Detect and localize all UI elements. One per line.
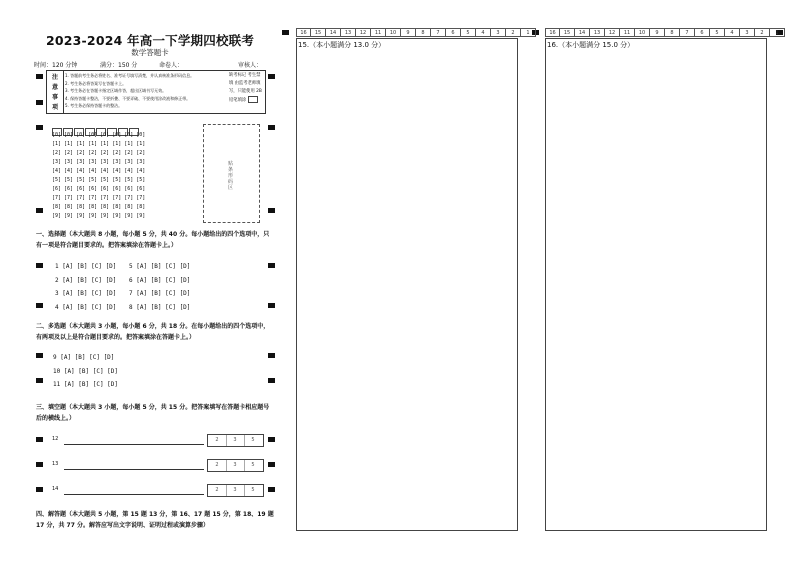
timing-mark — [36, 462, 43, 467]
timing-mark — [268, 437, 275, 442]
mc-question-4[interactable]: 4 [A] [B] [C] [D] — [55, 304, 117, 311]
timing-mark — [36, 303, 43, 308]
notice-label: 注 意 事 项 — [51, 74, 58, 111]
mc-question-7[interactable]: 7 [A] [B] [C] [D] — [129, 290, 191, 297]
fill-answer-line[interactable] — [64, 444, 204, 445]
timing-mark — [36, 74, 43, 79]
timing-mark — [36, 125, 43, 130]
multi-question-10[interactable]: 10 [A] [B] [C] [D] — [53, 368, 119, 375]
scale-cell[interactable]: 15 — [311, 28, 326, 37]
scale-cell[interactable]: 4 — [725, 28, 740, 37]
full-score: 满分：150 分 — [100, 62, 138, 69]
scale-cell[interactable]: 1 — [521, 28, 536, 37]
fill-score-box — [207, 434, 264, 447]
score-cell[interactable]: 5 — [251, 487, 255, 493]
timing-mark — [268, 378, 275, 383]
answer-panel-16[interactable] — [545, 38, 767, 531]
scale-cell[interactable]: 12 — [356, 28, 371, 37]
id-bubble-row[interactable]: [4] [4] [4] [4] [4] [4] [4] [4] — [52, 168, 146, 174]
timing-mark — [268, 125, 275, 130]
score-cell[interactable]: 5 — [251, 437, 255, 443]
fill-question-number: 12 — [52, 436, 59, 442]
multi-question-11[interactable]: 11 [A] [B] [C] [D] — [53, 381, 119, 388]
score-cell[interactable]: 3 — [226, 460, 245, 471]
scale-cell[interactable]: 7 — [431, 28, 446, 37]
scale-cell[interactable]: 10 — [386, 28, 401, 37]
mc-question-3[interactable]: 3 [A] [B] [C] [D] — [55, 290, 117, 297]
reviewer: 审核人： — [238, 62, 263, 69]
mc-question-1[interactable]: 1 [A] [B] [C] [D] — [55, 263, 117, 270]
question-15-heading: 15.（本小题满分 13.0 分） — [298, 41, 386, 49]
scale-cell[interactable]: 14 — [575, 28, 590, 37]
section-4-heading: 四、解答题（本大题共 5 小题，第 15 题 13 分，第 16、17 题 15 分，第 18、19 题 17 分，共 77 分。解答应写出文字说明、证明过程或演算步骤） — [36, 511, 274, 529]
scale-cell[interactable]: 8 — [665, 28, 680, 37]
scale-cell[interactable]: 2 — [755, 28, 770, 37]
scale-cell[interactable]: 14 — [326, 28, 341, 37]
id-bubble-row[interactable]: [9] [9] [9] [9] [9] [9] [9] [9] — [52, 213, 146, 219]
scale-cell[interactable]: 3 — [740, 28, 755, 37]
scale-cell[interactable]: 9 — [401, 28, 416, 37]
timing-mark — [268, 74, 275, 79]
id-bubble-row[interactable]: [1] [1] [1] [1] [1] [1] [1] [1] — [52, 141, 146, 147]
multi-question-9[interactable]: 9 [A] [B] [C] [D] — [53, 354, 115, 361]
timing-mark — [36, 100, 43, 105]
timing-mark — [268, 462, 275, 467]
scale-cell[interactable]: 4 — [476, 28, 491, 37]
score-cell[interactable]: 2 — [208, 435, 227, 446]
answer-panel-15[interactable] — [296, 38, 518, 531]
timing-mark — [268, 353, 275, 358]
fill-question-number: 13 — [52, 461, 59, 467]
id-bubble-row[interactable]: [6] [6] [6] [6] [6] [6] [6] [6] — [52, 186, 146, 192]
score-cell[interactable]: 5 — [251, 462, 255, 468]
score-scale-16 — [545, 28, 785, 37]
section-2-heading: 二、多选题（本大题共 3 小题，每小题 6 分，共 18 分。在每小题给出的四个选项中，有两项及以上是符合题目要求的。把答案填涂在答题卡上。） — [36, 323, 270, 341]
scale-cell[interactable]: 6 — [446, 28, 461, 37]
timing-mark — [268, 263, 275, 268]
scale-cell[interactable]: 6 — [695, 28, 710, 37]
section-1-heading: 一、选择题（本大题共 8 小题，每小题 5 分，共 40 分。每小题给出的四个选项中，只有一项是符合题目要求的。把答案填涂在答题卡上。） — [36, 231, 270, 249]
barcode-area — [203, 124, 260, 223]
id-bubble-row[interactable]: [2] [2] [2] [2] [2] [2] [2] [2] — [52, 150, 146, 156]
exam-time: 时间：120 分钟 — [34, 62, 78, 69]
scale-cell[interactable]: 7 — [680, 28, 695, 37]
setter: 命卷人： — [159, 62, 184, 69]
timing-mark — [36, 353, 43, 358]
scale-cell[interactable]: 5 — [710, 28, 725, 37]
notice-line: 2. 考生务必将答案写在答题卡上。 — [65, 80, 127, 86]
mc-question-8[interactable]: 8 [A] [B] [C] [D] — [129, 304, 191, 311]
scale-cell[interactable]: 11 — [620, 28, 635, 37]
notice-line: 3. 考生务必在答题卡指定区域作答，超出区域书写无效。 — [65, 88, 167, 93]
timing-mark — [36, 263, 43, 268]
scale-cell[interactable]: 11 — [371, 28, 386, 37]
fill-score-box — [207, 484, 264, 497]
scale-cell[interactable]: 16 — [545, 28, 560, 37]
exam-title: 2023-2024 年高一下学期四校联考 — [45, 33, 255, 48]
timing-mark — [36, 487, 43, 492]
scale-cell[interactable]: 13 — [590, 28, 605, 37]
exam-subtitle: 数学答题卡 — [131, 48, 169, 57]
fill-question-number: 14 — [52, 486, 59, 492]
scale-cell[interactable]: 9 — [650, 28, 665, 37]
timing-mark — [268, 208, 275, 213]
notice-line: 1. 答题前考生务必将姓名、准考证号填写清楚，并认真核准条形码信息。 — [65, 73, 195, 78]
score-cell[interactable]: 3 — [226, 485, 245, 496]
notice-line: 5. 考生务必保持答题卡的整洁。 — [65, 103, 123, 108]
fill-answer-line[interactable] — [64, 494, 204, 495]
mc-question-5[interactable]: 5 [A] [B] [C] [D] — [129, 263, 191, 270]
id-bubble-row[interactable]: [3] [3] [3] [3] [3] [3] [3] [3] — [52, 159, 146, 165]
scale-cell[interactable]: 13 — [341, 28, 356, 37]
id-bubble-row[interactable]: [8] [8] [8] [8] [8] [8] [8] [8] — [52, 204, 146, 210]
section-3-heading: 三、填空题（本大题共 3 小题，每小题 5 分，共 15 分。把答案填写在答题卡相应题号后的横线上。） — [36, 404, 270, 422]
mc-question-2[interactable]: 2 [A] [B] [C] [D] — [55, 277, 117, 284]
id-bubble-row[interactable]: [0] [0] [0] [0] [0] [0] [0] [0] — [52, 132, 146, 138]
id-bubble-row[interactable]: [5] [5] [5] [5] [5] [5] [5] [5] — [52, 177, 146, 183]
question-16-heading: 16.（本小题满分 15.0 分） — [547, 41, 635, 49]
score-scale-15 — [296, 28, 536, 37]
notice-line: 4. 保持答题卡整洁，不要折叠、不要弄破、不要使用涂改液和修正带。 — [65, 95, 191, 101]
notice-divider — [63, 71, 64, 113]
scale-cell[interactable]: 8 — [416, 28, 431, 37]
fill-answer-line[interactable] — [64, 469, 204, 470]
notice-lines — [65, 72, 225, 111]
notice-box — [46, 70, 266, 114]
scale-cell[interactable]: 2 — [506, 28, 521, 37]
scale-cell[interactable]: 10 — [635, 28, 650, 37]
timing-mark — [36, 208, 43, 213]
score-cell[interactable]: 3 — [226, 435, 245, 446]
absent-mark-note: 缺考标记 考生禁填 由监考老师填写，只能使用 2B 铅笔填涂 — [229, 73, 262, 103]
timing-mark — [268, 303, 275, 308]
mc-question-6[interactable]: 6 [A] [B] [C] [D] — [129, 277, 191, 284]
absent-checkbox[interactable] — [248, 96, 258, 103]
fill-score-box — [207, 459, 264, 472]
score-cell[interactable]: 2 — [208, 460, 227, 471]
scale-cell[interactable]: 1 — [770, 28, 785, 37]
scale-cell[interactable]: 15 — [560, 28, 575, 37]
timing-mark — [268, 487, 275, 492]
id-bubble-row[interactable]: [7] [7] [7] [7] [7] [7] [7] [7] — [52, 195, 146, 201]
scale-cell[interactable]: 5 — [461, 28, 476, 37]
score-cell[interactable]: 2 — [208, 485, 227, 496]
scale-cell[interactable]: 16 — [296, 28, 311, 37]
barcode-label: 贴条形码区 — [228, 161, 234, 191]
timing-mark — [36, 437, 43, 442]
timing-mark — [36, 378, 43, 383]
scale-cell[interactable]: 12 — [605, 28, 620, 37]
scale-cell[interactable]: 3 — [491, 28, 506, 37]
